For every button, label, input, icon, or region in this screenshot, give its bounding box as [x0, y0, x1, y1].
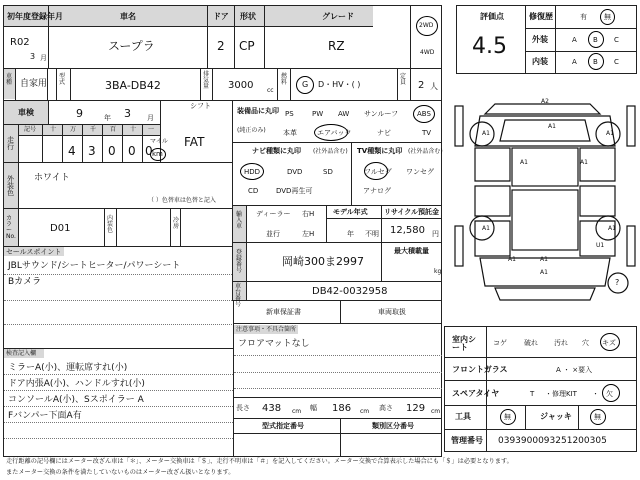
spare-opt: ・修理KIT: [545, 390, 577, 398]
int-a: A: [572, 58, 577, 66]
spare-label: スペアタイヤ: [452, 389, 500, 398]
equip-label: 装備品に丸印: [237, 107, 279, 115]
sales-line: Bカメラ: [8, 277, 42, 287]
import-label: 輸入車: [236, 211, 243, 230]
mileage-digit: 4: [68, 144, 76, 158]
inspection-year: 9: [76, 107, 83, 120]
mileage-digit-label-5: 十: [130, 126, 137, 133]
repair-yes: 有: [580, 13, 587, 21]
import-right: 右H: [302, 210, 315, 218]
colorno-value: D01: [50, 223, 71, 234]
inspector-line: コンソールA(小)、Sスポイラー A: [8, 395, 144, 405]
footer-line1: 走行距離の記号欄にはメーター改ざん車は「＊」、メーター交換車は「＄」、走行不明車は「＃」を記入してください。メーター交換で合算表示した場合にも「＄」は必要となります。: [6, 458, 513, 465]
max-load-unit: kg: [434, 268, 442, 275]
grade-label: グレード: [322, 12, 354, 21]
dmg-label: A1: [482, 225, 490, 232]
nav-dvd-play: DVD再生可: [276, 187, 313, 195]
drive-2wd: 2WD: [419, 22, 434, 29]
nav-hdd: HDD: [244, 168, 261, 176]
int-label: 内装: [532, 57, 548, 66]
inspection-label: 車検: [18, 108, 34, 117]
category-label: 車種: [6, 73, 13, 86]
glass-label: フロントガラス: [452, 365, 508, 374]
model-year-label: モデル年式: [333, 208, 368, 216]
chassis-value: DB42-0032958: [312, 286, 388, 297]
mgmt-label: 管理番号: [451, 436, 483, 445]
tools-label: 工具: [455, 412, 471, 421]
recycle-label: リサイクル預託金: [384, 208, 440, 216]
equip-airbag: エアバック: [317, 129, 352, 137]
shape-value: CP: [239, 39, 255, 53]
equip-ps: PS: [285, 110, 294, 118]
car-damage-diagram: [450, 86, 640, 326]
reg-value: 岡崎300ま2997: [282, 255, 364, 268]
inspection-month: 3: [124, 107, 131, 120]
length-unit: cm: [292, 408, 302, 415]
seat-opt: コゲ: [493, 339, 507, 347]
fuel-g: G: [302, 80, 309, 89]
nav-dvd: DVD: [287, 168, 303, 176]
height-unit: cm: [431, 408, 441, 415]
tv-analog: アナログ: [363, 187, 391, 195]
capacity-value: 2: [418, 80, 425, 91]
import-left: 左H: [302, 230, 315, 238]
model-year-unit: 年: [347, 230, 354, 238]
manual: 車両取扱: [378, 308, 406, 316]
max-load-label: 最大積載量: [394, 247, 429, 255]
seat-opt: 破れ: [524, 339, 538, 347]
notes-value: フロアマットなし: [238, 339, 310, 349]
doors-value: 2: [217, 39, 225, 53]
new-warranty: 新車保証書: [266, 308, 301, 316]
spare-opt: T: [530, 390, 535, 398]
grade-value: RZ: [328, 39, 345, 53]
length-value: 438: [262, 403, 282, 414]
equip-tv: TV: [422, 129, 432, 137]
jack-value: 無: [594, 413, 601, 421]
equip-navi: ナビ: [377, 129, 391, 137]
dmg-label: A1: [548, 123, 556, 130]
shape-label: 形状: [240, 12, 256, 21]
dmg-label: A1: [508, 256, 516, 263]
dmg-label: A1: [520, 159, 528, 166]
shift-value: FAT: [184, 135, 205, 149]
dmg-label: A1: [608, 225, 616, 232]
dmg-label: A1: [540, 256, 548, 263]
repair-no: 無: [604, 13, 611, 21]
mileage-digit-label-1: 十: [50, 126, 57, 133]
car-name-label: 車名: [120, 12, 136, 21]
color-value: ホワイト: [34, 173, 70, 183]
width-label: 幅: [310, 404, 317, 412]
inspection-year-unit: 年: [104, 114, 111, 122]
mileage-digit-label-0: 記号: [24, 126, 37, 133]
inspector-label: 検査記入欄: [6, 350, 37, 357]
dmg-question: ?: [615, 278, 620, 287]
equip-sublabel: (純正のみ): [237, 127, 266, 134]
sales-label: セールスポイント: [6, 248, 62, 256]
cold-label: 冷房: [173, 217, 180, 230]
tools-value: 無: [504, 413, 511, 421]
spare-opt: 欠: [606, 390, 613, 398]
seat-label: 室内シート: [452, 335, 476, 352]
import-dealer: ディーラー: [256, 210, 291, 218]
mileage-digit-label-4: 百: [110, 126, 117, 133]
score-label: 評価点: [480, 12, 504, 21]
equip-leather: 本革: [283, 129, 297, 137]
tv-label: TV種類に丸印: [357, 147, 403, 155]
ext-a: A: [572, 36, 577, 44]
color-note: （ ）色替車は色替と記入: [148, 197, 216, 204]
nav-sd: SD: [323, 168, 333, 176]
nav-cd: CD: [248, 187, 259, 195]
colorno-label: カラーNo.: [6, 215, 16, 240]
int-b: B: [593, 58, 598, 66]
displacement-value: 3000: [228, 80, 254, 91]
equip-abs: ABS: [417, 110, 431, 118]
mileage-digit: 3: [88, 144, 96, 158]
mgmt-value: 0393900093251200305: [498, 436, 607, 446]
spare-opt: ・: [592, 390, 599, 398]
height-label: 高さ: [379, 404, 393, 412]
mileage-digit: 0: [108, 144, 116, 158]
mileage-digit-label-2: 万: [70, 126, 77, 133]
nav-note: (社外品含む): [313, 148, 348, 155]
nav-label: ナビ種類に丸印: [252, 147, 301, 155]
mileage-digit-label-6: 一: [148, 126, 155, 133]
first-reg-month-unit: 月: [40, 54, 47, 62]
displacement-label: 排気量: [203, 71, 210, 90]
fuel-options: D・HV・( ): [318, 80, 361, 89]
reg-label: 登録番号: [236, 249, 243, 274]
ext-c: C: [614, 36, 619, 44]
class-label: 類別区分番号: [372, 422, 414, 430]
mileage-digit: 0: [128, 144, 136, 158]
first-reg-month: 3: [30, 52, 36, 61]
model-year-unknown: 不明: [365, 230, 379, 238]
type-label: 型式指定番号: [262, 422, 304, 430]
footer-line2: またメーター交換の条件を満たしていないものはメーター改ざん扱いとなります。: [6, 469, 235, 476]
chassis-label: 車台番号: [235, 283, 242, 308]
shift-label: シフト: [190, 102, 211, 110]
notes-label: 注意事項・不具合箇所: [236, 326, 297, 333]
equip-aw: AW: [338, 110, 350, 118]
first-reg-label: 初年度登録年月: [7, 12, 63, 21]
dmg-label: A2: [541, 98, 549, 105]
inspection-month-unit: 月: [147, 114, 154, 122]
first-reg-year: R02: [10, 37, 30, 48]
seat-opt: 穴: [582, 339, 589, 347]
width-value: 186: [332, 403, 352, 414]
repair-label: 修復歴: [529, 12, 553, 21]
dmg-label: A1: [540, 269, 548, 276]
color-label: 外装色: [7, 175, 14, 197]
width-unit: cm: [360, 408, 370, 415]
capacity-label: 定員: [400, 73, 407, 86]
dmg-label: A1: [482, 130, 490, 137]
dmg-label: U1: [596, 242, 605, 249]
int-c: C: [614, 58, 619, 66]
import-parallel: 並行: [266, 230, 280, 238]
drive-4wd: 4WD: [420, 49, 435, 56]
seat-opt: 汚れ: [554, 339, 568, 347]
glass-opts: A ・ ×要入: [556, 366, 593, 374]
tv-fullseg: フルセグ: [364, 168, 392, 176]
ext-b: B: [593, 36, 598, 44]
length-label: 長さ: [236, 404, 250, 412]
tv-oneseg: ワンセグ: [406, 168, 434, 176]
inspector-line: ドア内張A(小)、ハンドルすれ(小): [8, 379, 145, 389]
model-value: 3BA-DB42: [105, 79, 161, 92]
mileage-digit: 0: [145, 144, 153, 158]
inspector-line: Fバンパー下面A有: [8, 411, 82, 421]
cc-unit: cc: [267, 87, 274, 94]
mileage-unit-mile: マイル: [150, 138, 168, 145]
ext-label: 外装: [532, 35, 548, 44]
usage-value: 自家用: [20, 79, 48, 89]
capacity-unit: 人: [430, 82, 438, 91]
sales-line: JBLサウンド/シートヒーター/パワーシート: [8, 261, 181, 271]
inspector-line: ミラーA(小)、運転席すれ(小): [8, 363, 128, 373]
mileage-unit-km: km: [152, 150, 163, 158]
model-label: 型式: [59, 73, 66, 86]
height-value: 129: [406, 403, 426, 414]
recycle-value: 12,580: [390, 225, 425, 236]
dmg-label: A1: [606, 130, 614, 137]
recycle-yen: 円: [432, 230, 439, 238]
equip-sunroof: サンルーフ: [364, 110, 399, 118]
doors-label: ドア: [213, 12, 229, 21]
fuel-label: 燃料: [281, 73, 288, 86]
seat-opt: キズ: [602, 339, 616, 347]
car-name: スープラ: [108, 39, 155, 53]
jack-label: ジャッキ: [540, 412, 572, 421]
dmg-label: A1: [580, 159, 588, 166]
score-value: 4.5: [472, 34, 507, 59]
mileage-label: 走行: [7, 136, 14, 151]
tv-note: (社外品含む): [408, 148, 443, 155]
equip-pw: PW: [312, 110, 324, 118]
interior-color-label: 内装色: [107, 215, 114, 234]
mileage-digit-label-3: 千: [90, 126, 97, 133]
